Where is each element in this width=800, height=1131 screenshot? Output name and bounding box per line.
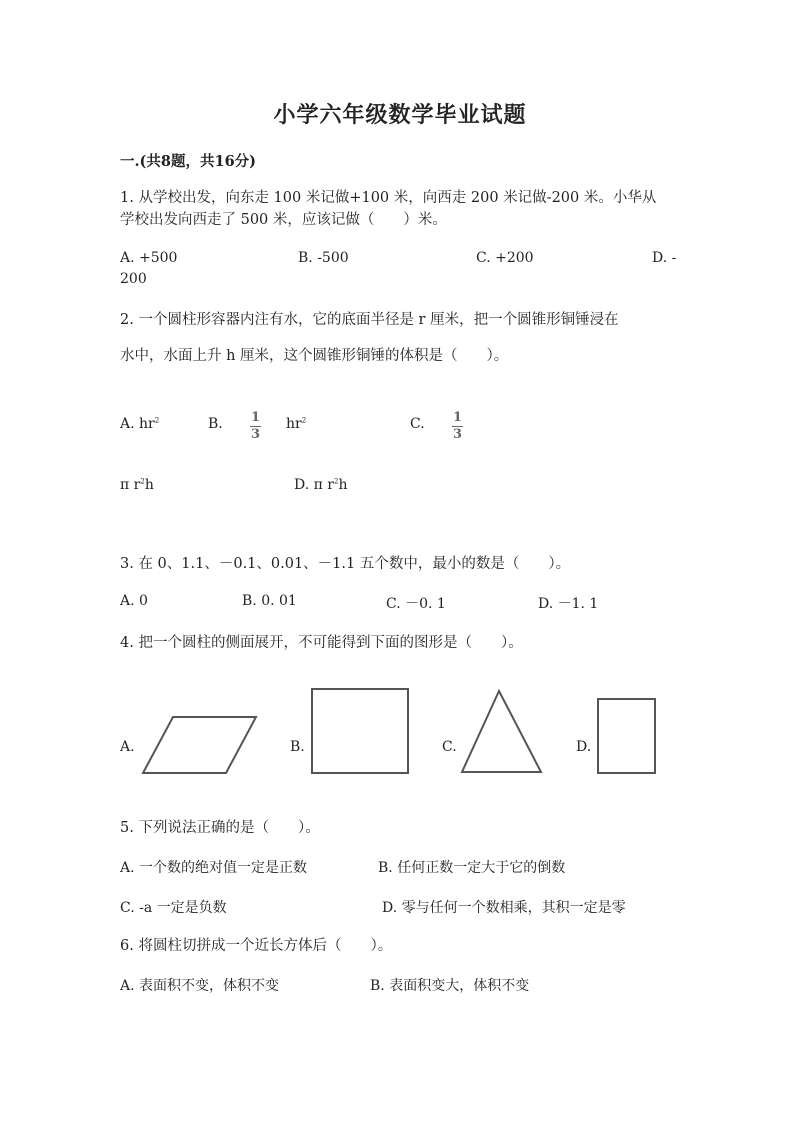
question-2-option-a bbox=[120, 416, 159, 432]
question-2-option-b-label: B. bbox=[208, 416, 223, 432]
option-b-text: hr bbox=[286, 416, 302, 432]
option-b-exponent: 2 bbox=[301, 416, 307, 425]
question-1-option-d: D. - bbox=[652, 250, 677, 266]
question-1-option-b: B. -500 bbox=[298, 250, 349, 266]
page-title: 小学六年级数学毕业试题 bbox=[273, 102, 527, 128]
question-2-line-2: 水中，水面上升 h 厘米，这个圆锥形铜锤的体积是（ ）。 bbox=[120, 348, 509, 364]
question-4-line: 4. 把一个圆柱的侧面展开，不可能得到下面的图形是（ ）。 bbox=[120, 635, 523, 651]
question-2-line-1: 2. 一个圆柱形容器内注有水，它的底面半径是 r 厘米，把一个圆锥形铜锤浸在 bbox=[120, 312, 619, 328]
question-3-line: 3. 在 0、1.1、－0.1、0.01、－1.1 五个数中，最小的数是（ ）。 bbox=[120, 556, 571, 572]
question-3-option-a: A. 0 bbox=[120, 593, 148, 609]
parallelogram-figure bbox=[140, 714, 260, 776]
question-5-option-c: C. -a 一定是负数 bbox=[120, 900, 227, 916]
question-4-option-b: B. bbox=[290, 739, 305, 755]
question-2-option-d bbox=[294, 477, 347, 493]
question-6-line: 6. 将圆柱切拼成一个近长方体后（ ）。 bbox=[120, 938, 393, 954]
question-3-option-c: C. －0. 1 bbox=[386, 596, 446, 612]
option-c-exponent: 2 bbox=[140, 477, 145, 486]
fraction-numerator: 1 bbox=[452, 410, 463, 425]
question-4-option-a: A. bbox=[120, 739, 135, 755]
option-a-text: A. hr bbox=[120, 416, 155, 432]
section-header: 一.(共8题，共16分) bbox=[120, 153, 257, 170]
triangle-figure bbox=[459, 688, 545, 776]
question-5-option-d: D. 零与任何一个数相乘，其积一定是零 bbox=[382, 900, 626, 916]
question-3-option-b: B. 0. 01 bbox=[242, 593, 297, 609]
question-5-line: 5. 下列说法正确的是（ ）。 bbox=[120, 820, 320, 836]
question-2-option-c-fraction bbox=[452, 411, 463, 442]
tall-rectangle-figure bbox=[596, 697, 658, 777]
question-1-option-a: A. +500 bbox=[120, 250, 178, 266]
option-d-text-end: h bbox=[338, 477, 348, 493]
question-2-option-b-fraction bbox=[250, 411, 261, 442]
question-5-option-a: A. 一个数的绝对值一定是正数 bbox=[120, 860, 308, 876]
fraction-denominator: 3 bbox=[250, 427, 261, 442]
question-4-option-c: C. bbox=[442, 739, 457, 755]
fraction-numerator: 1 bbox=[250, 410, 261, 425]
question-6-option-a: A. 表面积不变，体积不变 bbox=[120, 978, 280, 994]
question-3-option-d: D. －1. 1 bbox=[538, 596, 599, 612]
rectangle-figure bbox=[310, 687, 412, 777]
question-5-option-b: B. 任何正数一定大于它的倒数 bbox=[378, 860, 566, 876]
question-2-option-c-label: C. bbox=[410, 416, 425, 432]
question-6-option-b: B. 表面积变大，体积不变 bbox=[370, 978, 530, 994]
option-d-exponent: 2 bbox=[333, 477, 339, 486]
question-2-option-b-tail bbox=[286, 416, 306, 432]
question-2-option-c-tail bbox=[120, 477, 154, 493]
option-c-text: π r bbox=[120, 477, 141, 493]
question-1-line-2: 学校出发向西走了 500 米，应该记做（ ）米。 bbox=[120, 212, 447, 228]
question-1-line-1: 1. 从学校出发，向东走 100 米记做+100 米，向西走 200 米记做-200 米。小华从 bbox=[120, 190, 657, 206]
option-a-exponent: 2 bbox=[154, 416, 160, 425]
question-4-option-d: D. bbox=[576, 739, 592, 755]
option-d-text: D. π r bbox=[294, 477, 334, 493]
question-1-option-c: C. +200 bbox=[476, 250, 534, 266]
option-c-text-end: h bbox=[144, 477, 154, 493]
question-1-option-d-continued: 200 bbox=[120, 271, 147, 287]
fraction-denominator: 3 bbox=[452, 427, 463, 442]
